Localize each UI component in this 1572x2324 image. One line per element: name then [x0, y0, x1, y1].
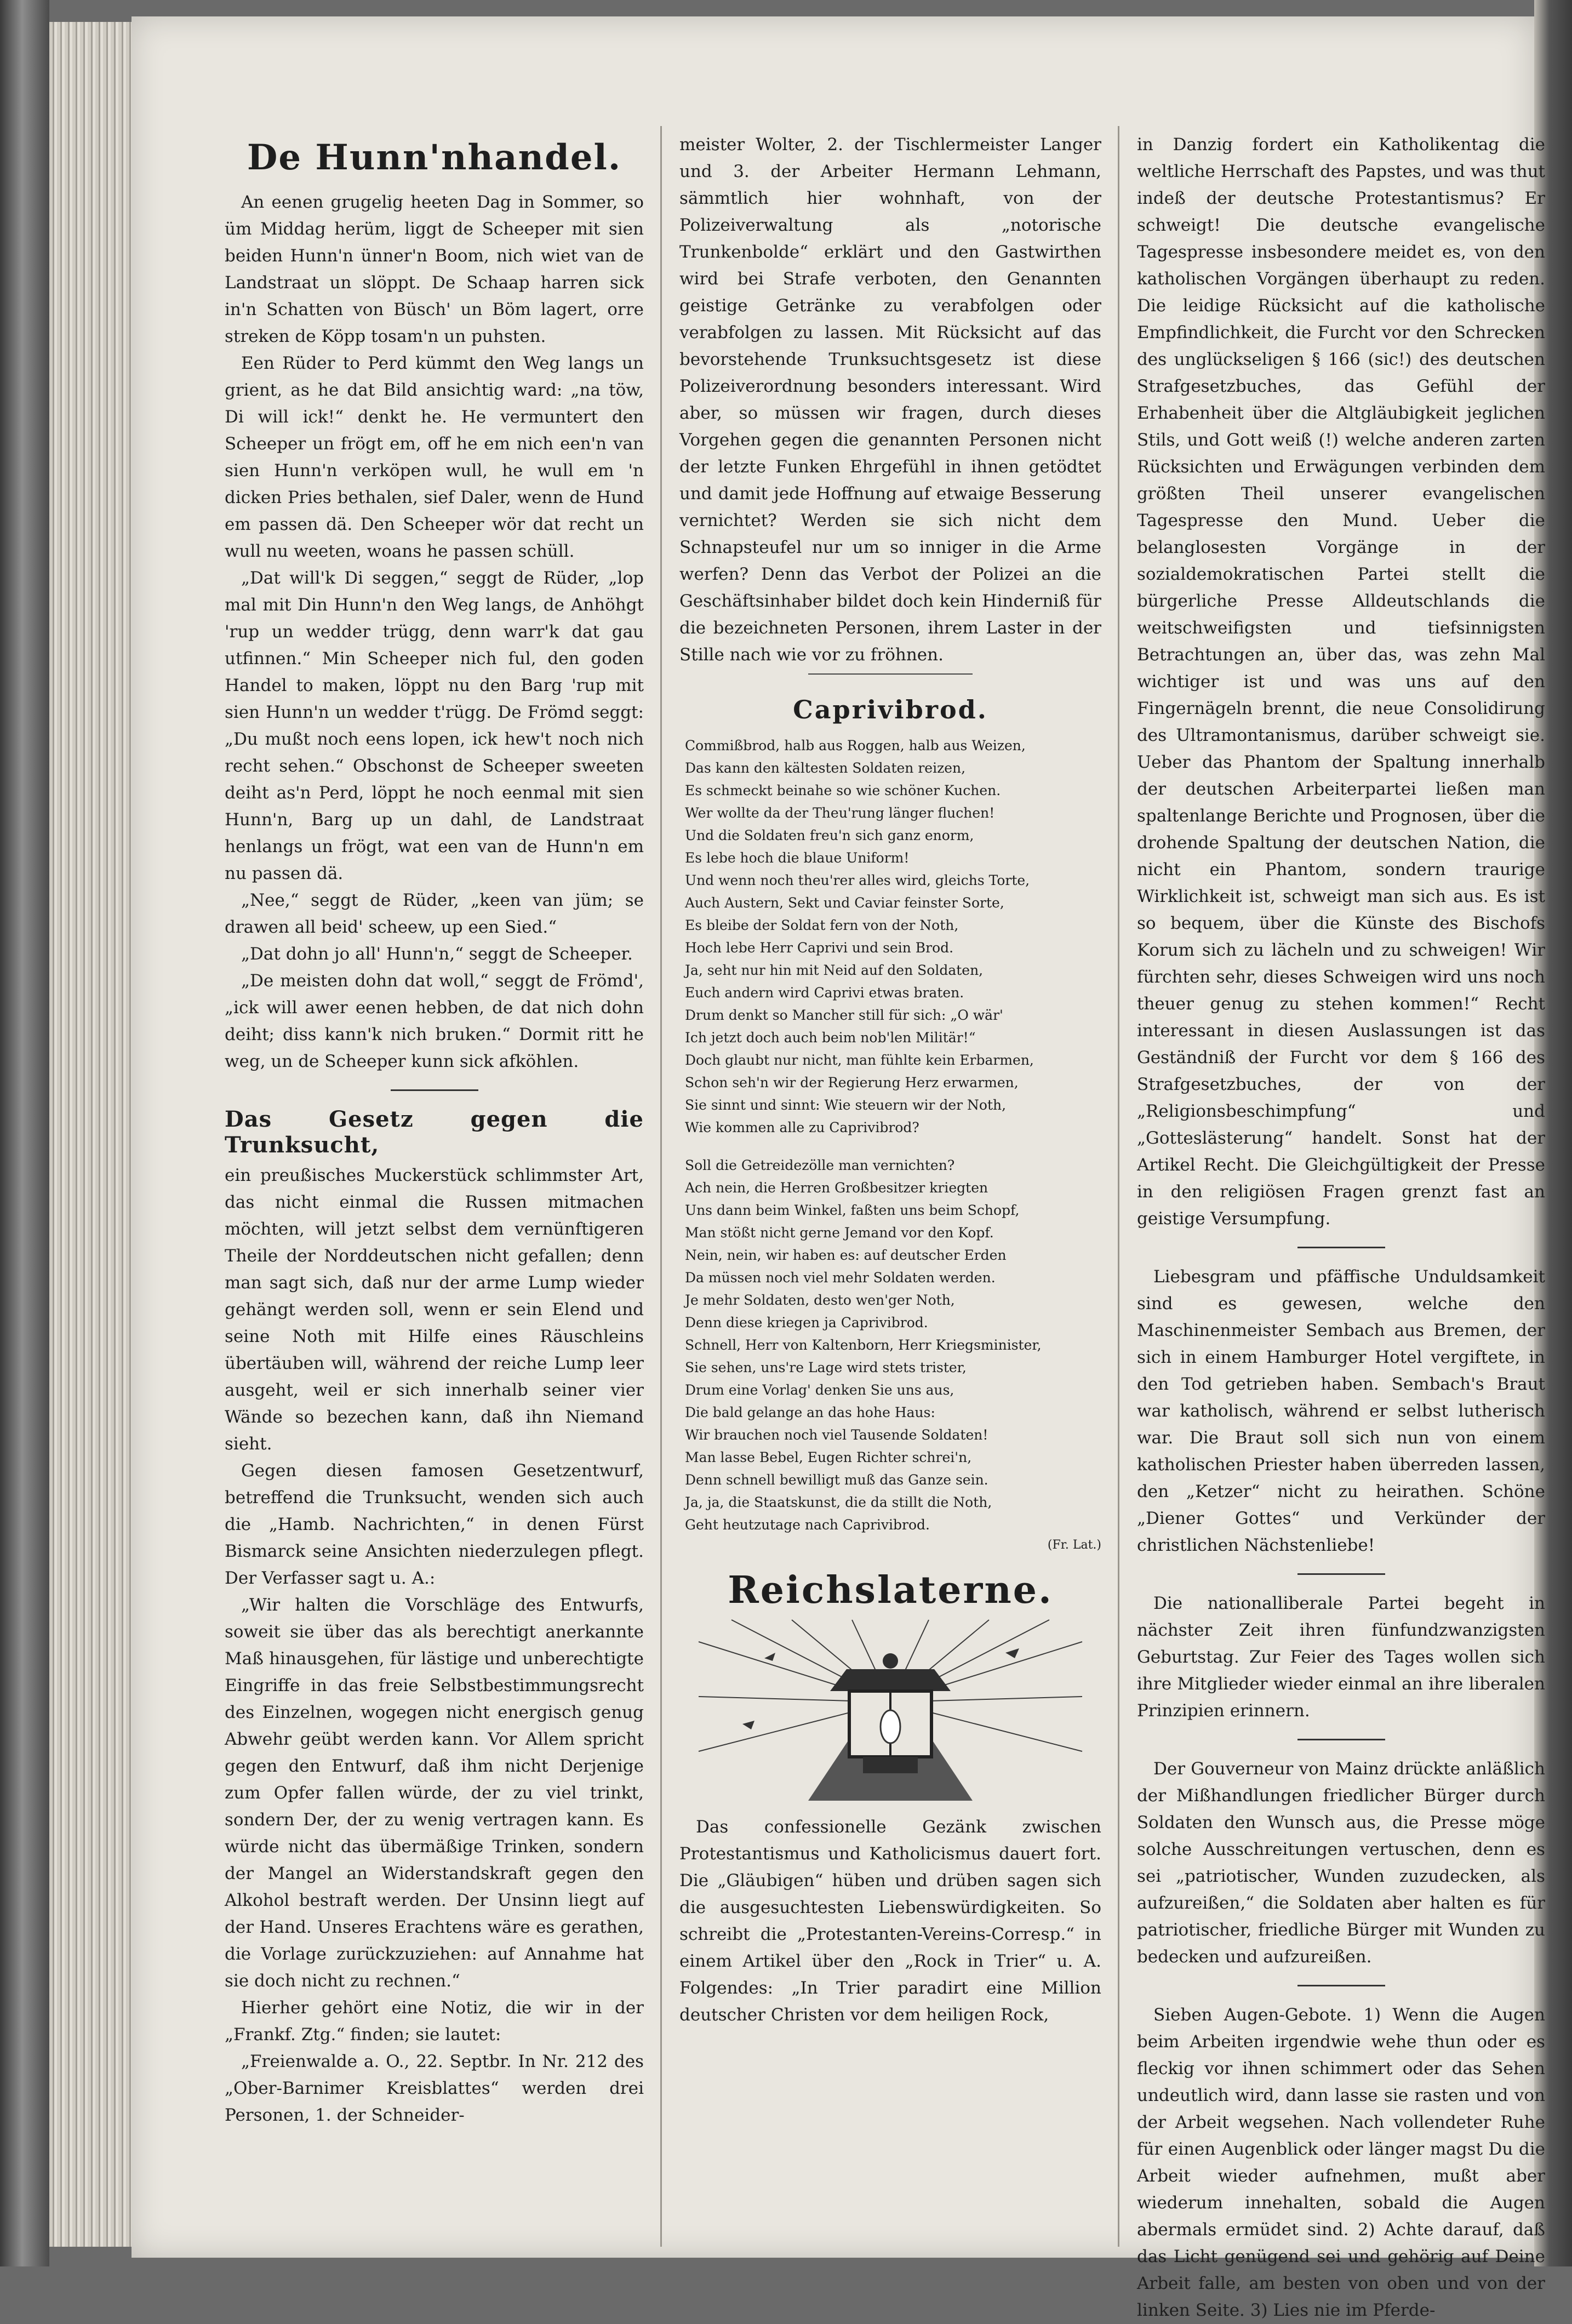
poem-line: Wer wollte da der Theu'rung länger fluchen!	[685, 805, 995, 821]
poem-line: Drum eine Vorlag' denken Sie uns aus,	[685, 1382, 954, 1398]
separator-rule	[1297, 1985, 1385, 1986]
poem-line: Sie sinnt und sinnt: Wie steuern wir der Noth,	[685, 1097, 1007, 1113]
paragraph: „Freienwalde a. O., 22. Septbr. In Nr. 212 des „Ober-Barnimer Kreisblattes“ werden drei Personen, 1. der Schneider-	[225, 2052, 644, 2125]
poem-line: Denn schnell bewilligt muß das Ganze sein.	[685, 1472, 988, 1488]
poem-line: Ja, seht nur hin mit Neid auf den Soldaten,	[685, 962, 984, 978]
separator-rule	[391, 1089, 478, 1091]
poem-stanza	[679, 1154, 1101, 1536]
ornament-rule	[808, 669, 973, 680]
poem-line: Und wenn noch theu'rer alles wird, gleichs Torte,	[685, 872, 1030, 888]
news-item: Die nationalliberale Partei begeht in nächster Zeit ihren fünfundzwanzigsten Geburtstag. Zur Feier des Tages wollen sich ihre Mitglieder wieder einmal an ihre liberalen Prinzipien erinnern.	[1137, 1594, 1545, 1721]
poem-line: Man stößt nicht gerne Jemand vor den Kopf.	[685, 1225, 994, 1241]
poem-stanza	[679, 734, 1101, 1139]
article-heading: Das Gesetz gegen die Trunksucht,	[225, 1106, 644, 1158]
paragraph: ein preußisches Muckerstück schlimmster Art, das nicht einmal die Russen mitmachen möchten, will jetzt selbst dem vernünftigeren Theile der Norddeutschen nicht gefallen; denn man sagt sich, daß nur der arme Lump wieder gehängt werden soll, wenn er sein Elend und seine Noth mit Hilfe eines Räuschleins übertäuben will, während der reiche Lump leer ausgeht, weil er sich innerhalb seiner vier Wände so bezechen kann, daß ihn Niemand sieht.	[225, 1166, 644, 1454]
poem-line: Denn diese kriegen ja Caprivibrod.	[685, 1315, 928, 1331]
paragraph: Gegen diesen famosen Gesetzentwurf, betreffend die Trunksucht, wenden sich auch die „Hamb. Nachrichten,“ in denen Fürst Bismarck seine Ansichten niederzulegen pflegt. Der Verfasser sagt u. A.:	[225, 1461, 644, 1588]
poem-line: Je mehr Soldaten, desto wen'ger Noth,	[685, 1292, 955, 1308]
news-item: Sieben Augen-Gebote. 1) Wenn die Augen beim Arbeiten irgendwie wehe thun oder es fleckig vor ihnen schimmert oder das Sehen undeutlich wird, dann lasse sie rasten und von der Arbeit wegsehen. Nach vollendeter Ruhe für einen Augenblick oder länger magst Du die Arbeit wieder aufnehmen, mußt aber wiederum innehalten, sobald die Augen abermals ermüdet sind. 2) Achte darauf, daß das Licht genügend sei und gehörig auf Deine Arbeit falle, am besten von oben und von der linken Seite. 3) Lies nie im Pferde-	[1137, 2005, 1545, 2320]
poem-line: Wie kommen alle zu Caprivibrod?	[685, 1120, 919, 1135]
column-left	[225, 132, 644, 2241]
poem-line: Ja, ja, die Staatskunst, die da stillt die Noth,	[685, 1494, 992, 1510]
paragraph: An eenen grugelig heeten Dag in Sommer, so üm Middag herüm, liggt de Scheeper mit sien beiden Hunn'n ünner'n Boom, nich wiet van de Landstraat un slöppt. De Schaap harren sick in'n Schatten von Büsch' un Böm lagert, orre streken de Köpp tosam'n un puhsten.	[225, 192, 644, 346]
paragraph: Een Rüder to Perd kümmt den Weg langs un grient, as he dat Bild ansichtig ward: „na töw, Di will ick!“ denkt he. He vermuntert den Scheeper un frögt em, off he em nich een'n van sien Hunn'n verköpen wull, he wull em 'n dicken Pries bethalen, sief Daler, wenn de Hund em passen dä. Den Scheeper wör dat recht un wull nu weeten, woans he passen schüll.	[225, 353, 644, 561]
separator-rule	[1297, 1739, 1385, 1740]
poem-line: Wir brauchen noch viel Tausende Soldaten!	[685, 1427, 988, 1443]
article-title: De Hunn'nhandel.	[247, 137, 622, 178]
poem-line: Nein, nein, wir haben es: auf deutscher Erden	[685, 1247, 1007, 1263]
separator-rule	[1297, 1573, 1385, 1575]
poem-line: Es bleibe der Soldat fern von der Noth,	[685, 917, 959, 933]
paragraph: Hierher gehört eine Notiz, die wir in der „Frankf. Ztg.“ finden; sie lautet:	[225, 1998, 644, 2045]
paragraph: „Wir halten die Vorschläge des Entwurfs, soweit sie über das als berechtigt anerkannte Maß hinausgehen, für lästige und unberechtigte Eingriffe in das freie Selbstbestimmungsrecht des Einzelnen, wogegen nicht energisch genug Abwehr geübt werden kann. Vor Allem spricht gegen den Entwurf, daß ihm nicht Derjenige zum Opfer fallen würde, der zu viel trinkt, sondern Der, der zu wenig vertragen kann. Es würde nicht das übermäßige Trinken, sondern der Mangel an Widerstandskraft gegen den Alkohol bestraft werden. Der Unsinn liegt auf der Hand. Unseres Erachtens wäre es gerathen, die Vorlage zurückzuziehen: auf Annahme hat sie doch nicht zu rechnen.“	[225, 1595, 644, 1991]
poem-line: Und die Soldaten freu'n sich ganz enorm,	[685, 827, 974, 843]
column-rule	[660, 126, 662, 2247]
column-right	[1137, 132, 1545, 2320]
poem-line: Schon seh'n wir der Regierung Herz erwarmen,	[685, 1075, 1019, 1090]
news-item: Der Gouverneur von Mainz drückte anläßlich der Mißhandlungen friedlicher Bürger durch Soldaten den Wunsch aus, die Presse möge solche Ausschreitungen vertuschen, denn es sei „patriotischer, Wunden zuzudecken, als aufzureißen,“ die Soldaten aber halten es für patriotischer, friedliche Bürger mit Wunden zu bedecken und aufzureißen.	[1137, 1759, 1545, 1967]
poem-source: (Fr. Lat.)	[1047, 1538, 1101, 1552]
poem-line: Euch andern wird Caprivi etwas braten.	[685, 985, 964, 1001]
poem-line: Hoch lebe Herr Caprivi und sein Brod.	[685, 940, 954, 956]
paragraph: „Dat will'k Di seggen,“ seggt de Rüder, „lop mal mit Din Hunn'n den Weg langs, de Anhöhgt 'rup un wedder trügg, denn warr'k dat gau utfinnen.“ Min Scheeper nich ful, den goden Handel to maken, löppt nu den Barg 'rup mit sien Hunn'n un wedder t'rügg. De Frömd seggt: „Du mußt noch eens lopen, ick hew't noch nich recht sehen.“ Obschonst de Scheeper sweeten deiht as'n Perd, löppt he noch eenmal mit sien Hunn'n, Barg up un dahl, de Landstraat henlangs un frögt, wat een van de Hunn'n em nu passen dä.	[225, 568, 644, 883]
poem-line: Ach nein, die Herren Großbesitzer kriegten	[685, 1180, 988, 1196]
paragraph: „Dat dohn jo all' Hunn'n,“ seggt de Scheeper.	[241, 944, 633, 964]
poem-line: Ich jetzt doch auch beim nob'len Militär!“	[685, 1030, 976, 1046]
paragraph: meister Wolter, 2. der Tischlermeister Langer und 3. der Arbeiter Hermann Lehmann, sämmtlich hier wohnhaft, von der Polizeiverwaltung als „notorische Trunkenbolde“ erklärt und den Gastwirthen wird bei Strafe verboten, den Genannten geistige Getränke zu verabfolgen oder verabfolgen zu lassen. Mit Rücksicht auf das bevorstehende Trunksuchtsgesetz ist diese Polizeiverordnung besonders interessant. Wird aber, so müssen wir fragen, durch dieses Vorgehen gegen die genannten Personen nicht der letzte Funken Ehrgefühl in ihnen getödtet und damit jede Hoffnung auf etwaige Besserung vernichtet? Werden sie sich nicht dem Schnapsteufel nur um so inniger in die Arme werfen? Denn das Verbot der Polizei an die Geschäftsinhaber bildet doch kein Hinderniß für die bezeichneten Personen, ihrem Laster in der Stille nach wie vor zu fröhnen.	[679, 135, 1101, 665]
poem-line: Schnell, Herr von Kaltenborn, Herr Kriegsminister,	[685, 1337, 1042, 1353]
poem-line: Uns dann beim Winkel, faßten uns beim Schopf,	[685, 1202, 1020, 1218]
book-binding	[0, 0, 49, 2266]
poem-title: Caprivibrod.	[793, 695, 988, 724]
poem-line: Es lebe hoch die blaue Uniform!	[685, 850, 910, 866]
poem-line: Da müssen noch viel mehr Soldaten werden.	[685, 1270, 996, 1286]
column-rule	[1118, 126, 1119, 2247]
paragraph: „Nee,“ seggt de Rüder, „keen van jüm; se drawen all beid' scheew, up een Sied.“	[225, 890, 644, 937]
column-middle	[679, 132, 1101, 2241]
paragraph: Das confessionelle Gezänk zwischen Protestantismus und Katholicismus dauert fort. Die „Gläubigen“ hüben und drüben sagen sich die ausgesuchtesten Liebenswürdigkeiten. So schreibt die „Protestanten-Vereins-Corresp.“ in einem Artikel über den „Rock in Trier“ u. A. Folgendes: „In Trier paradirt eine Million deutscher Christen vor dem heiligen Rock,	[679, 1817, 1101, 2025]
news-item: Liebesgram und pfäffische Unduldsamkeit sind es gewesen, welche den Maschinenmeister Sembach aus Bremen, der sich in einem Hamburger Hotel vergiftete, in den Tod getrieben haben. Sembach's Braut war katholisch, während er selbst lutherisch war. Die Braut soll sich nun von einem katholischen Priester haben überreden lassen, den „Ketzer“ nicht zu heirathen. Schöne „Diener Gottes“ und Verkünder der christlichen Nächstenliebe!	[1137, 1267, 1545, 1555]
poem-line: Drum denkt so Mancher still für sich: „O wär'	[685, 1007, 1003, 1023]
poem-line: Man lasse Bebel, Eugen Richter schrei'n,	[685, 1449, 972, 1465]
poem-line: Sie sehen, uns're Lage wird stets trister,	[685, 1360, 967, 1375]
separator-rule	[1297, 1247, 1385, 1248]
poem-line: Geht heutzutage nach Caprivibrod.	[685, 1517, 930, 1533]
page-edges	[49, 22, 132, 2247]
section-title: Reichslaterne.	[728, 1568, 1053, 1612]
poem-line: Die bald gelange an das hohe Haus:	[685, 1404, 935, 1420]
poem-line: Das kann den kältesten Soldaten reizen,	[685, 760, 966, 776]
paragraph: in Danzig fordert ein Katholikentag die weltliche Herrschaft des Papstes, und was thut indeß der deutsche Protestantismus? Er schweigt! Die deutsche evangelische Tagespresse insbesondere meidet es, von den katholischen Vorgängen überhaupt zu reden. Die leidige Rücksicht auf die katholische Empfindlichkeit, die Furcht vor den Schrecken des unglückseligen § 166 (sic!) des deutschen Strafgesetzbuches, das Gefühl der Erhabenheit über die Altgläubigkeit jeglichen Stils, und Gott weiß (!) welche anderen zarten Rücksichten und Erwägungen verbinden dem größten Theil unserer evangelischen Tagespresse den Mund. Ueber die belanglosesten Vorgänge in der sozialdemokratischen Partei stellt die bürgerliche Presse Alldeutschlands die weitschweifigsten und tiefsinnigsten Betrachtungen an, über das, was zehn Mal wichtiger ist und was uns auf den Fingernägeln brennt, die neue Consolidirung des Ultramontanismus, darüber schweigt sie. Ueber das Phantom der Spaltung innerhalb der deutschen Arbeiterpartei ließen man spaltenlange Berichte und Prognosen, über die drohende Spaltung der deutschen Nation, die nicht ein Phantom, sondern traurige Wirklichkeit ist, schweigt man sich aus. Es ist so bequem, über die Künste des Bischofs Korum sich zu lächeln und zu schweigen! Wir fürchten sehr, dieses Schweigen wird uns noch theuer genug zu stehen kommen!“ Recht interessant in diesen Auslassungen ist das Geständniß der Furcht vor dem § 166 des Strafgesetzbuches, der von der „Religionsbeschimpfung“ und „Gotteslästerung“ handelt. Sonst hat der Artikel Recht. Die Gleichgültigkeit der Presse in den religiösen Fragen grenzt fast an geistige Versumpfung.	[1137, 135, 1545, 1229]
poem-line: Soll die Getreidezölle man vernichten?	[685, 1157, 955, 1173]
poem-line: Commißbrod, halb aus Roggen, halb aus Weizen,	[685, 738, 1026, 753]
poem-line: Doch glaubt nur nicht, man fühlte kein Erbarmen,	[685, 1052, 1034, 1068]
lantern-illustration	[699, 1620, 1082, 1801]
poem-line: Es schmeckt beinahe so wie schöner Kuchen.	[685, 783, 1001, 798]
paragraph: „De meisten dohn dat woll,“ seggt de Frömd', „ick will awer eenen hebben, de dat nich dohn deiht; diss kann'k nich bruken.“ Dormit ritt he weg, un de Scheeper kunn sick afköhlen.	[225, 971, 644, 1071]
poem-line: Auch Austern, Sekt und Caviar feinster Sorte,	[685, 895, 1004, 911]
